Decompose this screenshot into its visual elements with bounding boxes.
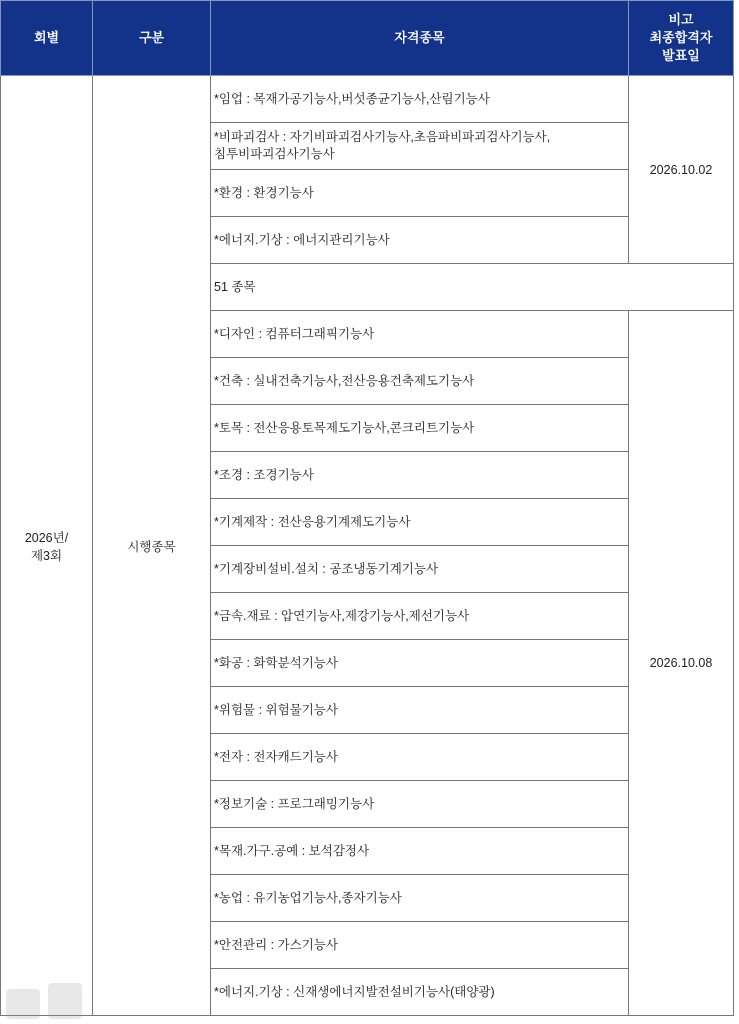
header-note-line2: 최종합격자 [649,30,713,45]
qualification-item: *금속.재료 : 압연기능사,제강기능사,제선기능사 [211,593,629,640]
qualification-item: *에너지.기상 : 신재생에너지발전설비기능사(태양광) [211,969,629,1016]
qualification-item: *환경 : 환경기능사 [211,170,629,217]
qualification-item: *농업 : 유기농업기능사,종자기능사 [211,875,629,922]
qualification-item: *건축 : 실내건축기능사,전산응용건축제도기능사 [211,358,629,405]
item-count: 51 종목 [211,264,734,311]
qualification-item: *정보기술 : 프로그래밍기능사 [211,781,629,828]
qualification-item: *기계제작 : 전산응용기계제도기능사 [211,499,629,546]
header-note [629,1,734,76]
qualification-item: *기계장비설비.설치 : 공조냉동기계기능사 [211,546,629,593]
announcement-date-2: 2026.10.08 [629,311,734,1016]
qualification-item: *안전관리 : 가스기능사 [211,922,629,969]
watermark-logo [0,975,92,1024]
header-round: 회별 [1,1,93,76]
qualification-item: *비파괴검사 : 자기비파괴검사기능사,초음파비파괴검사기능사,침투비파괴검사기능사 [211,123,629,170]
round-cell [1,76,93,1016]
qualification-item: *디자인 : 컴퓨터그래픽기능사 [211,311,629,358]
header-row [1,1,734,76]
header-note-line3: 발표일 [662,48,700,63]
announcement-date-1: 2026.10.02 [629,76,734,264]
qualification-item: *에너지.기상 : 에너지관리기능사 [211,217,629,264]
qualification-item: *위험물 : 위험물기능사 [211,687,629,734]
header-note-line1: 비고 [668,12,694,27]
qualification-item: *전자 : 전자캐드기능사 [211,734,629,781]
qualification-item: *임업 : 목재가공기능사,버섯종균기능사,산림기능사 [211,76,629,123]
round-line1: 2026년/ [24,530,69,545]
qualification-item: *토목 : 전산응용토목제도기능사,콘크리트기능사 [211,405,629,452]
qualification-item: *화공 : 화학분석기능사 [211,640,629,687]
table-row [1,76,734,123]
header-category: 구분 [93,1,211,76]
round-line2: 제3회 [30,548,63,563]
qualification-item: *목재.가구.공예 : 보석감정사 [211,828,629,875]
qualification-item: *조경 : 조경기능사 [211,452,629,499]
category-cell: 시행종목 [93,76,211,1016]
header-qualification: 자격종목 [211,1,629,76]
